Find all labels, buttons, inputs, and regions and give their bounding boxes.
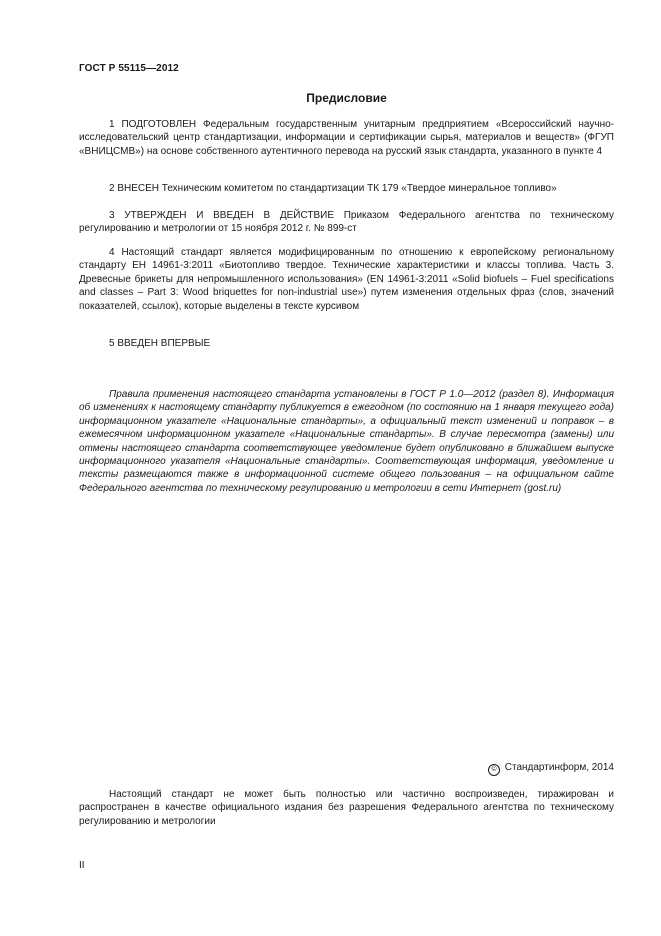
foreword-title: Предисловие (306, 91, 387, 105)
foreword-item-3: 3 УТВЕРЖДЕН И ВВЕДЕН В ДЕЙСТВИЕ Приказом Федерального агентства по техническому регулированию и метрологии от 15 ноября 2012 г. № 899-ст (79, 210, 614, 235)
copyright-icon: © (488, 764, 500, 776)
reproduction-notice: Настоящий стандарт не может быть полностью или частично воспроизведен, тиражирован и распространен в качестве официального издания без разрешения Федерального агентства по техническому регулированию и метрологии (79, 789, 614, 827)
foreword-item-2: 2 ВНЕСЕН Техническим комитетом по стандартизации ТК 179 «Твердое минеральное топливо» (109, 183, 557, 194)
document-number: ГОСТ Р 55115—2012 (79, 63, 179, 74)
foreword-item-5: 5 ВВЕДЕН ВПЕРВЫЕ (109, 338, 211, 349)
copyright-line (488, 762, 614, 776)
foreword-item-1: 1 ПОДГОТОВЛЕН Федеральным государственным унитарным предприятием «Всероссийский научно-исследовательский центр стандартизации, информации и сертификации сырья, материалов и веществ» (ФГУП «ВНИЦСМВ») на основе собственного аутентичного перевода на русский язык стандарта, указанного в пункте 4 (79, 119, 614, 157)
copyright-text: Стандартинформ, 2014 (504, 762, 614, 773)
rules-note: Правила применения настоящего стандарта установлены в ГОСТ Р 1.0—2012 (раздел 8). Информация об изменениях к настоящему стандарту публикуется в ежегодном (по состоянию на 1 января текущего года) информационном указателе «Национальные стандарты», а официальный текст изменений и поправок – в ежемесячном информационном указателе «Национальные стандарты». В случае пересмотра (замены) или отмены настоящего стандарта соответствующее уведомление будет опубликовано в ближайшем выпуске информационного указателя «Национальные стандарты». Соответствующая информация, уведомление и тексты размещаются также в информационной системе общего пользования – на официальном сайте Федерального агентства по техническому регулированию и метрологии в сети Интернет (gost.ru) (79, 389, 614, 494)
page-number: II (79, 860, 85, 871)
foreword-item-4: 4 Настоящий стандарт является модифицированным по отношению к европейскому региональному стандарту ЕН 14961-3:2011 «Биотопливо твердое. Технические характеристики и классы топлива. Часть 3. Древесные брикеты для непромышленного использования» (EN 14961-3:2011 «Solid biofuels – Fuel specifications and classes – Part 3: Wood briquettes for non-industrial use») путем изменения отдельных фраз (слов, значений показателей, ссылок), которые выделены в тексте курсивом (79, 247, 614, 312)
